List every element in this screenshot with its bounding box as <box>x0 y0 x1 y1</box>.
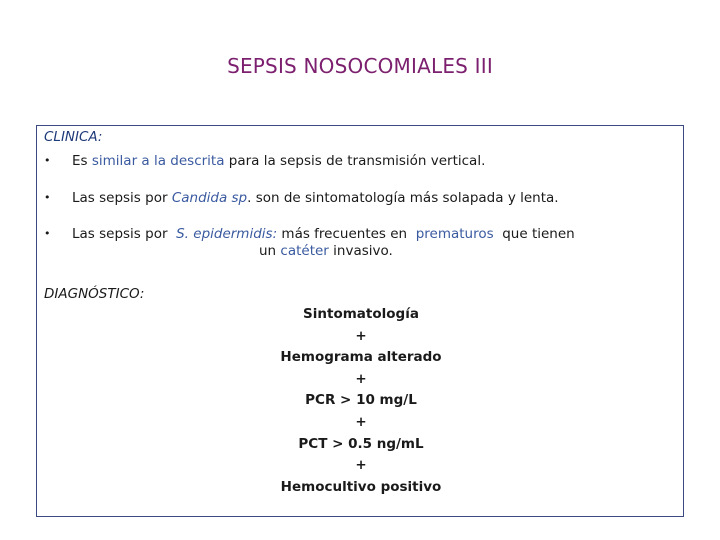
dx-line: Hemograma alterado <box>280 349 442 366</box>
bullet-dot: • <box>44 154 51 167</box>
diagnostico-list <box>37 304 685 498</box>
bullet-text-part: que tienen <box>493 226 575 242</box>
dx-plus: + <box>355 457 367 474</box>
bullet-item-3-continuation <box>259 243 393 259</box>
bullet-text-part: invasivo. <box>328 243 393 259</box>
bullet-dot: • <box>44 227 51 240</box>
dx-line: Sintomatología <box>303 306 419 322</box>
dx-plus: + <box>355 327 367 344</box>
bullet-text <box>72 226 575 242</box>
bullet-text-part: . son de sintomatología más solapada y lenta. <box>247 190 559 206</box>
bullet-text-part: Las sepsis por <box>72 190 172 206</box>
bullet-text-part: más frecuentes en <box>277 226 416 242</box>
bullet-text <box>72 153 485 169</box>
dx-line: PCR > 10 mg/L <box>305 392 417 409</box>
dx-line: Hemocultivo positivo <box>280 478 442 495</box>
bullet-text <box>72 190 559 206</box>
bullet-text-part: para la sepsis de transmisión vertical. <box>224 153 486 169</box>
diagnostico-heading: DIAGNÓSTICO: <box>44 286 145 302</box>
dx-plus: + <box>355 413 367 430</box>
bullet-text-highlight: prematuros <box>415 226 494 242</box>
dx-line: PCT > 0.5 ng/mL <box>298 435 424 452</box>
bullet-dot: • <box>44 191 51 204</box>
clinica-heading <box>44 129 102 145</box>
clinica-label: CLINICA: <box>44 129 103 145</box>
dx-plus: + <box>355 370 367 387</box>
bullet-text-highlight: catéter <box>280 243 329 259</box>
slide-title: SEPSIS NOSOCOMIALES III <box>227 54 493 78</box>
bullet-text-highlight: Candida sp <box>171 190 248 206</box>
bullet-text-part: Las sepsis por <box>72 226 177 242</box>
content-box <box>36 125 684 517</box>
bullet-text-part: Es <box>72 153 92 169</box>
bullet-text-highlight: S. epidermidis: <box>176 226 278 242</box>
bullet-text-part: un <box>259 243 281 259</box>
bullet-text-highlight: similar a la descrita <box>91 153 225 169</box>
